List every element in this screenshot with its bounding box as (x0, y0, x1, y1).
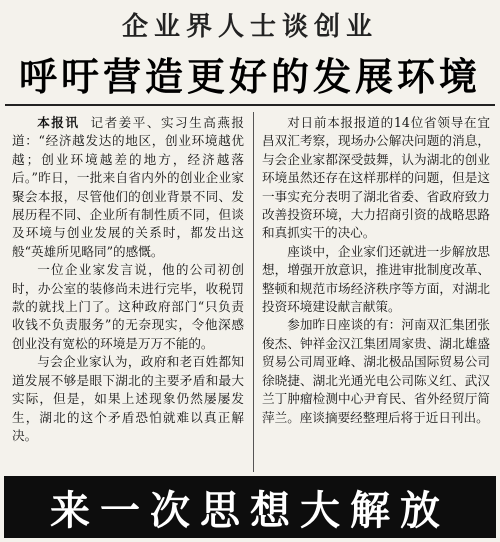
byline-label: 本报讯 (37, 115, 80, 130)
reporter-credit: 记者姜平、实习生高燕 (90, 115, 232, 130)
body-paragraph: 参加昨日座谈的有：河南双汇集团张俊杰、钟祥金汉江集团周家贵、湖北雄盛贸易公司周亚峰、湖北极品国际贸易公司徐晓捷、湖北光通光电公司陈义红、武汉兰丁肿瘤检测中心尹育民、省外经贸厅简萍兰。座谈摘要经整理后将于近日刊出。 (262, 317, 490, 425)
column-divider (253, 112, 254, 472)
paragraph-text: 报道：“经济越发达的地区，创业环境越优越；创业环境越差的地方，经济越落后。”昨日，一批来自省内外的创业企业家聚会本报，尽管他们的创业背景不同、发展历程不同、企业所有制性质不同，但谈及环境与创业发展的关系时，都发出这般“英雄所见略同”的感慨。 (12, 115, 245, 259)
body-paragraph: 一位企业家发言说，他的公司初创时，办公室的装修尚未进行完毕，收税罚款的就找上门了。这种政府部门“只负责收钱不负责服务”的无奈现实，令他深感创业没有宽松的环境是万万不能的。 (12, 262, 244, 351)
left-column (12, 114, 244, 445)
body-paragraph: 与会企业家认为，政府和老百姓都知道发展不够是眼下湖北的主要矛盾和最大实际，但是，如果上述现象仍然屡屡发生，湖北的这个矛盾恐怕就难以真正解决。 (12, 354, 244, 443)
headline-rule (5, 104, 495, 106)
headline: 呼吁营造更好的发展环境 (18, 55, 481, 99)
body-paragraph: 座谈中，企业家们还就进一步解放思想，增强开放意识，推进审批制度改革、整顿和规范市场经济秩序等方面，对湖北投资环境建设献言献策。 (262, 243, 490, 315)
lead-paragraph (12, 114, 244, 261)
body-paragraph: 对日前本报报道的14位省领导在宜昌双汇考察，现场办公解决问题的消息，与会企业家都深受鼓舞，认为湖北的创业环境虽然还存在这样那样的问题，但是这一事实充分表明了湖北省委、省政府致力改善投资环境，大力招商引资的战略思路和真抓实干的决心。 (262, 115, 490, 241)
right-column (262, 114, 490, 427)
subheadline: 企业界人士谈创业 (121, 12, 378, 42)
bottom-banner-headline: 来一次思想大解放 (4, 476, 496, 538)
